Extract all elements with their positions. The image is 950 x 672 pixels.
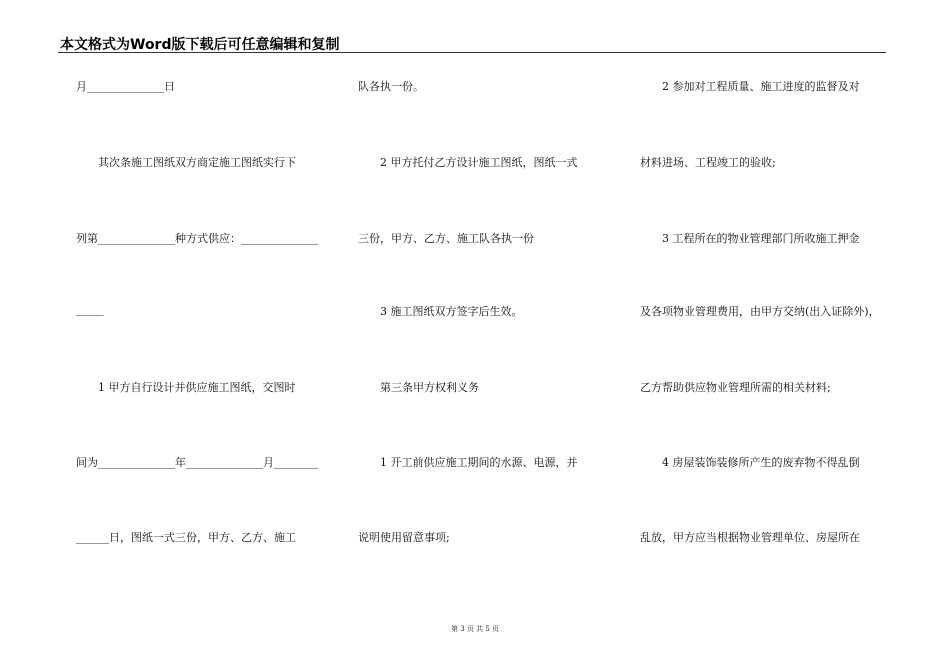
document-header-title: 本文格式为Word版下载后可任意编辑和复制 <box>60 37 340 53</box>
text-line: 乙方帮助供应物业管理所需的相关材料; <box>640 381 831 394</box>
text-line: 1 开工前供应施工期间的水源、电源，并 <box>380 456 578 469</box>
text-line: 说明使用留意事项; <box>358 531 450 544</box>
text-line: 月______________日 <box>76 80 175 93</box>
text-line: 间为______________年______________月________ <box>76 456 318 469</box>
text-line: _____ <box>76 303 104 316</box>
text-line: 乱放，甲方应当根据物业管理单位、房屋所在 <box>640 531 860 544</box>
text-line: 3 施工图纸双方签字后生效。 <box>380 305 523 318</box>
text-line: 1 甲方自行设计并供应施工图纸，交图时 <box>98 381 296 394</box>
text-line: 第三条甲方权利义务 <box>380 381 479 394</box>
text-line: 其次条施工图纸双方商定施工图纸实行下 <box>98 156 296 169</box>
text-line: 3 工程所在的物业管理部门所收施工押金 <box>662 232 860 245</box>
text-line: 队各执一份。 <box>358 80 424 93</box>
header-divider <box>58 52 886 53</box>
text-line: 列第______________种方式供应：______________ <box>76 232 318 245</box>
text-line: 及各项物业管理费用，由甲方交纳(出入证除外)， <box>640 305 880 318</box>
text-line: 三份，甲方、乙方、施工队各执一份 <box>358 232 534 245</box>
text-line: 2 甲方托付乙方设计施工图纸，图纸一式 <box>380 156 578 169</box>
page-number-footer: 第 3 页 共 5 页 <box>450 625 500 633</box>
text-line: 2 参加对工程质量、施工进度的监督及对 <box>662 80 860 93</box>
text-line: 材料进场、工程竣工的验收; <box>640 156 776 169</box>
text-line: 4 房屋装饰装修所产生的废弃物不得乱倒 <box>662 456 860 469</box>
text-line: ______日，图纸一式三份，甲方、乙方、施工 <box>76 531 296 544</box>
